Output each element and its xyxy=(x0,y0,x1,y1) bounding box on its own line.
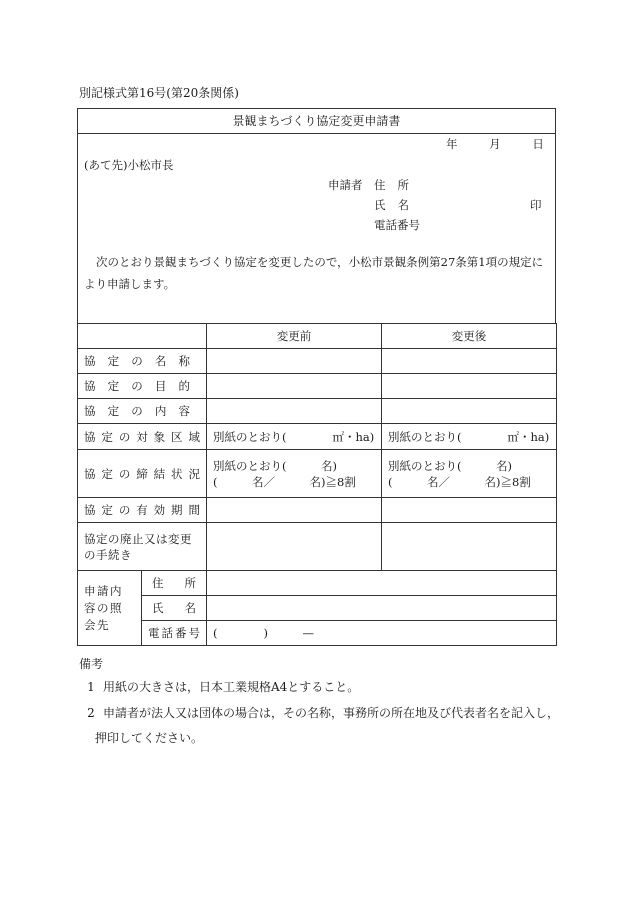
table-row xyxy=(78,498,557,523)
contact-address-cell[interactable] xyxy=(207,571,557,596)
label-char: の xyxy=(118,503,131,517)
address-label-2: 所 xyxy=(397,178,409,192)
label-char: 話 xyxy=(161,626,173,640)
row-label xyxy=(78,374,207,399)
row-label xyxy=(78,349,207,374)
header-before: 変更前 xyxy=(207,324,382,349)
label-char: 協 xyxy=(84,379,96,393)
form-title: 景観まちづくり協定変更申請書 xyxy=(78,109,555,134)
label-char: の xyxy=(118,466,131,481)
contact-phone-cell[interactable]: ( ) — xyxy=(207,621,557,646)
after-period-cell[interactable] xyxy=(382,498,557,523)
label-char: 定 xyxy=(101,503,113,517)
remark-text: 用紙の大きさは，日本工業規格A4とすること。 xyxy=(103,680,360,694)
label-char: 住 xyxy=(152,576,164,590)
remarks-label: 備考 xyxy=(79,657,104,671)
label-char: 間 xyxy=(188,503,200,517)
contact-group-label: 申請内容の照会先 xyxy=(78,571,142,646)
name-label-1: 氏 xyxy=(374,198,386,212)
label-char: 結 xyxy=(153,466,166,481)
applicant-label: 申請者 xyxy=(328,178,363,192)
table-row xyxy=(78,349,557,374)
after-status-line-2: ( 名／ 名)≧8割 xyxy=(388,474,531,489)
label-char: 況 xyxy=(188,466,200,481)
label-char: 所 xyxy=(184,576,196,590)
label-char: 電 xyxy=(148,626,160,640)
label-char: の xyxy=(118,429,131,444)
header-blank-cell xyxy=(78,324,207,349)
before-content-cell[interactable] xyxy=(207,399,382,424)
address-label-1: 住 xyxy=(374,178,386,192)
label-char: 定 xyxy=(107,379,120,393)
label-char: 容 xyxy=(178,404,190,418)
before-area-cell[interactable]: 別紙のとおり( ㎡・ha) xyxy=(207,424,382,450)
form-number: 別記様式第16号(第20条関係) xyxy=(79,86,239,100)
label-char: 対 xyxy=(136,429,148,444)
table-row xyxy=(78,399,557,424)
before-name-cell[interactable] xyxy=(207,349,382,374)
row-label xyxy=(78,498,207,523)
phone-label: 電話番号 xyxy=(374,218,420,232)
month-label: 月 xyxy=(489,137,501,151)
label-char: 称 xyxy=(178,354,190,368)
remark-item-2-continued: 押印してください。 xyxy=(95,731,204,745)
before-status-cell[interactable] xyxy=(207,450,382,498)
label-char: 協 xyxy=(84,466,96,481)
before-purpose-cell[interactable] xyxy=(207,374,382,399)
table-header-row xyxy=(78,324,557,349)
label-char: 名 xyxy=(154,354,167,368)
row-label xyxy=(78,450,207,498)
name-label-2: 名 xyxy=(397,198,409,212)
after-status-cell[interactable] xyxy=(382,450,557,498)
contact-row xyxy=(78,571,557,596)
label-char: 期 xyxy=(171,503,183,517)
before-status-line-2: ( 名／ 名)≧8割 xyxy=(213,474,356,489)
label-char: 定 xyxy=(101,429,113,444)
row-label xyxy=(78,424,207,450)
label-char: 協 xyxy=(84,429,96,444)
before-period-cell[interactable] xyxy=(207,498,382,523)
table-row xyxy=(78,450,557,498)
date-line xyxy=(446,136,544,152)
after-content-cell[interactable] xyxy=(382,399,557,424)
label-char: 定 xyxy=(107,404,120,418)
label-char: の xyxy=(131,404,143,418)
after-procedure-cell[interactable] xyxy=(382,523,557,571)
addressee: (あて先)小松市長 xyxy=(84,158,174,172)
label-char: の xyxy=(131,379,143,393)
contact-row xyxy=(78,596,557,621)
application-statement: 次のとおり景観まちづくり協定を変更したので，小松市景観条例第27条第1項の規定により申請します。 xyxy=(84,255,544,291)
table-row xyxy=(78,374,557,399)
label-char: 状 xyxy=(171,466,183,481)
label-char: 名 xyxy=(184,601,196,615)
day-label: 日 xyxy=(532,137,544,151)
label-char: 有 xyxy=(136,503,148,517)
label-char: 番 xyxy=(175,626,187,640)
seal-mark: 印 xyxy=(530,198,542,212)
row-label xyxy=(78,399,207,424)
address-label xyxy=(374,177,409,193)
remark-number: 1 xyxy=(87,680,95,694)
label-char: 締 xyxy=(136,466,148,481)
label-char: 的 xyxy=(178,379,190,393)
label-char: の xyxy=(131,354,143,368)
contact-address-label xyxy=(142,571,207,596)
label-char: 定 xyxy=(107,354,120,368)
remark-text: 申請者が法人又は団体の場合は，その名称，事務所の所在地及び代表者名を記入し， xyxy=(103,706,560,720)
label-char: 区 xyxy=(171,429,183,444)
contact-row xyxy=(78,621,557,646)
label-char: 内 xyxy=(154,404,167,418)
label-char: 象 xyxy=(153,429,166,444)
label-char: 号 xyxy=(188,626,200,640)
label-char: 域 xyxy=(188,429,200,444)
application-header-box xyxy=(77,108,556,323)
remark-number: 2 xyxy=(87,706,95,720)
after-status-line-1: 別紙のとおり( 名) xyxy=(388,458,512,473)
label-char: 氏 xyxy=(152,601,164,615)
table-row xyxy=(78,424,557,450)
year-label: 年 xyxy=(446,137,458,151)
before-procedure-cell[interactable] xyxy=(207,523,382,571)
change-table xyxy=(77,323,557,646)
remark-item-2 xyxy=(79,705,559,721)
after-area-cell[interactable]: 別紙のとおり( ㎡・ha) xyxy=(382,424,557,450)
label-char: 効 xyxy=(153,503,166,517)
label-char: 目 xyxy=(154,379,167,393)
after-name-cell[interactable] xyxy=(382,349,557,374)
after-purpose-cell[interactable] xyxy=(382,374,557,399)
label-char: 協 xyxy=(84,404,96,418)
contact-phone-label xyxy=(142,621,207,646)
remark-item-1 xyxy=(79,679,359,695)
table-row xyxy=(78,523,557,571)
name-label xyxy=(374,197,409,213)
header-after: 変更後 xyxy=(382,324,557,349)
row-label: 協定の廃止又は変更の手続き xyxy=(78,523,207,571)
label-char: 定 xyxy=(101,466,113,481)
label-char: 協 xyxy=(84,354,96,368)
before-status-line-1: 別紙のとおり( 名) xyxy=(213,458,337,473)
contact-name-cell[interactable] xyxy=(207,596,557,621)
contact-name-label xyxy=(142,596,207,621)
label-char: 協 xyxy=(84,503,96,517)
